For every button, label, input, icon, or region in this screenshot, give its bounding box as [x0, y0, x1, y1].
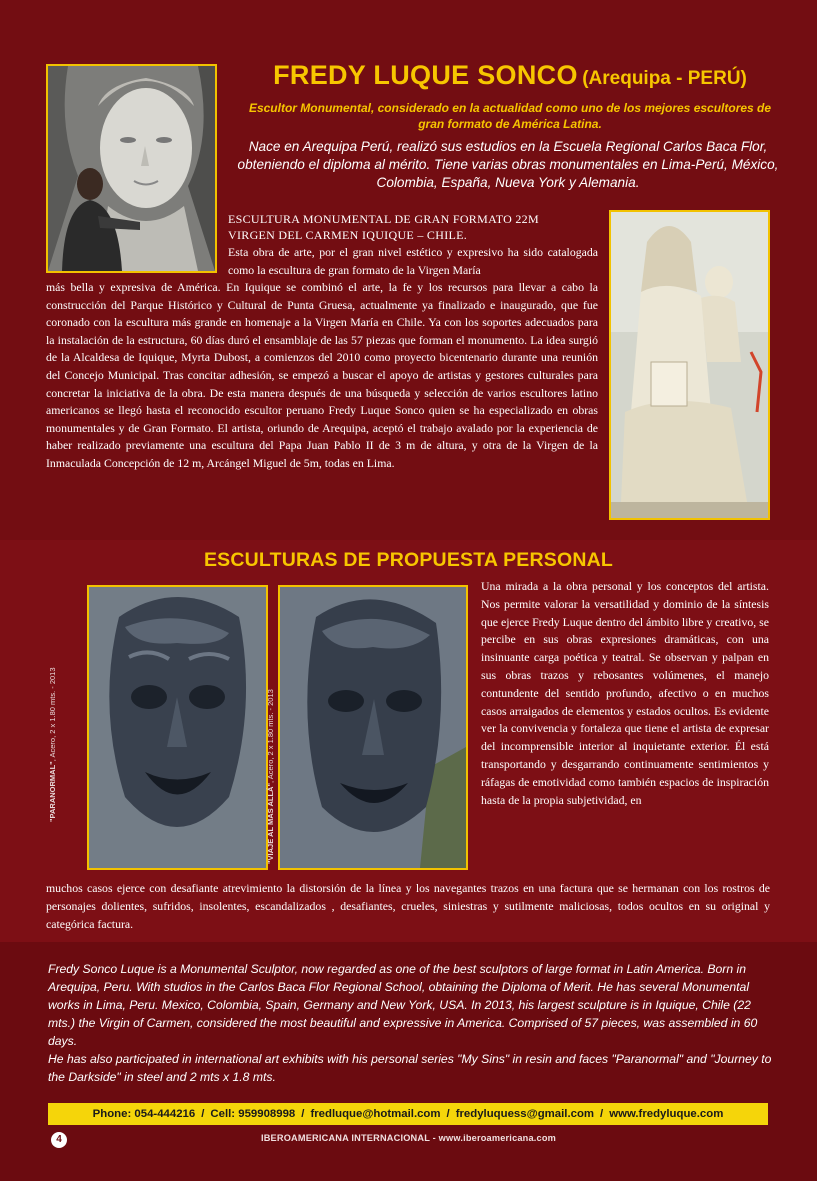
page-title — [240, 60, 780, 91]
monument-heading-line1: ESCULTURA MONUMENTAL DE GRAN FORMATO 22M — [228, 212, 539, 226]
personal-paragraph: Una mirada a la obra personal y los conceptos del artista. Nos permite valorar la versatilidad y dominio de la síntesis que ejerce Fredy Luque dentro del ámbito libre y creativo, se percibe en sus obras expresiones dramáticas, con una insinuante carga poética y teatral. Se observan y palpan en sus obras trazos y rebosantes volúmenes, el manejo contundente del sentido profundo, afectivo o en muchos casos arraigados de elementos y estados ocultos. Es evidente ver la convivencia y fortaleza que tiene el artista de expresar del incomprensible interior al inquietante exterior. Él está transportando y desgarrando continuamente sentimientos y ráfagas de emotividad como también espacios de inspiración hasta de la propia subjetividad, en — [481, 579, 769, 807]
artist-portrait-photo — [46, 64, 217, 273]
artist-location: (Arequipa - PERÚ) — [582, 68, 747, 89]
contact-email-gmail[interactable]: fredyluquess@gmail.com — [455, 1108, 595, 1120]
personal-paragraph-continued: muchos casos ejerce con desafiante atrevimiento la distorsión de la línea y los navegantes trazos en una factura que se hermanan con los rostros de personajes dolientes, sufridos, insolentes, escandalizados , desafiantes, crueles, siniestras y sutilmente maliciosas, todos ocultos en su original y categórica factura. — [46, 881, 770, 931]
monument-paragraph-start: Esta obra de arte, por el gran nivel estético y expresivo ha sido catalogada como la escultura de gran formato de la Virgen María — [228, 245, 598, 277]
english-paragraph-1: Fredy Sonco Luque is a Monumental Sculptor, now regarded as one of the best sculptors of large format in Latin America. Born in Arequipa, Peru. With studios in the Carlos Baca Flor Regional School, obtaining the Diploma of Merit. He has several Monumental works in Lima, Peru. Mexico, Colombia, Spain, Germany and New York, USA. In 2013, his largest sculpture is in Iquique, Chile (22 mts.) the Virgin of Carmen, considered the most beautiful and expressive in America. Comprised of 57 pieces, was assembled in 60 days. — [48, 962, 758, 1048]
contact-email-hotmail[interactable]: fredluque@hotmail.com — [310, 1108, 441, 1120]
contact-separator: / — [201, 1108, 205, 1120]
english-summary — [48, 960, 772, 1086]
artist-subtitle: Escultor Monumental, considerado en la actualidad como uno de los mejores escultores de gran formato de América Latina. — [248, 101, 772, 131]
contact-separator: / — [600, 1108, 604, 1120]
contact-website-link[interactable]: www.fredyluque.com — [609, 1108, 724, 1120]
portrait-illustration — [48, 66, 215, 271]
monument-heading-line2: VIRGEN DEL CARMEN IQUIQUE – CHILE. — [228, 228, 468, 242]
artist-name: FREDY LUQUE SONCO — [273, 60, 578, 90]
viaje-illustration — [280, 587, 466, 868]
monument-paragraph: más bella y expresiva de América. En Iquique se combinó el arte, la fe y los recursos para llevar a cabo la construcción del Parque Histórico y Cultural de Punta Gruesa, actualmente ya finalizado e inaugurado, que fue coronado con la escultura más grande en homenaje a la Virgen María en Chile. Ya con los soportes adecuados para la instalación de la estructura, 60 días duró el ensamblaje de las 57 piezas que forman el monumento. La idea surgió de la Alcaldesa de Iquique, Myrta Dubost, a comienzos del 2010 como proyecto bicentenario durante una reunión del Concejo Municipal. Tras concitar adhesión, se empezó a buscar el apoyo de artistas y gestores culturales para concretar la iniciativa de la obra. De esta manera después de una búsqueda y selección de varios escultores latino americanos se llegó hasta el reconocido escultor peruano Fredy Luque Sonco quien se ha especializado en obras monumentales y de Gran Formato. El artista, oriundo de Arequipa, aceptó el trabajo avalado por la experiencia de haber realizado previamente una escultura del Papa Juan Pablo II de 3 m de altura, y otra de la Virgen de la Inmaculada Concepción de 12 m, Arcángel Miguel de 5m, todas en Lima. — [46, 280, 598, 470]
paranormal-sculpture-photo — [87, 585, 268, 870]
viaje-caption — [266, 689, 275, 864]
monument-heading — [228, 211, 598, 243]
paranormal-caption-details: , Acero, 2 x 1.80 mts. - 2013 — [48, 667, 57, 762]
viaje-caption-details: , Acero, 2 x 1.80 mts. - 2013 — [266, 689, 275, 783]
viaje-sculpture-photo — [278, 585, 468, 870]
virgin-statue-photo — [609, 210, 770, 520]
contact-bar — [48, 1103, 768, 1125]
personal-section-title: ESCULTURAS DE PROPUESTA PERSONAL — [203, 549, 614, 571]
paranormal-caption — [48, 667, 57, 822]
contact-cell: Cell: 959908998 — [210, 1108, 296, 1120]
paranormal-illustration — [89, 587, 266, 868]
viaje-caption-title: "VIAJE AL MAS ALLÁ" — [266, 782, 275, 864]
page-number: 4 — [51, 1132, 67, 1148]
contact-separator: / — [301, 1108, 305, 1120]
paranormal-caption-title: "PARANORMAL" — [48, 761, 57, 822]
footer-publication: IBEROAMERICANA INTERNACIONAL - www.iberoamericana.com — [260, 1133, 557, 1143]
contact-phone: Phone: 054-444216 — [92, 1108, 196, 1120]
english-paragraph-2: He has also participated in international art exhibits with his personal series "My Sins" in resin and faces "Paranormal" and "Journey to the Darkside" in steel and 2 mts x 1.8 mts. — [48, 1052, 772, 1084]
statue-illustration — [611, 212, 768, 518]
contact-separator: / — [446, 1108, 450, 1120]
artist-intro: Nace en Arequipa Perú, realizó sus estudios en la Escuela Regional Carlos Baca Flor, obteniendo el diploma al mérito. Tiene varias obras monumentales en Lima-Perú, México, Colombia, España, Nueva York y Alemania. — [237, 139, 779, 190]
